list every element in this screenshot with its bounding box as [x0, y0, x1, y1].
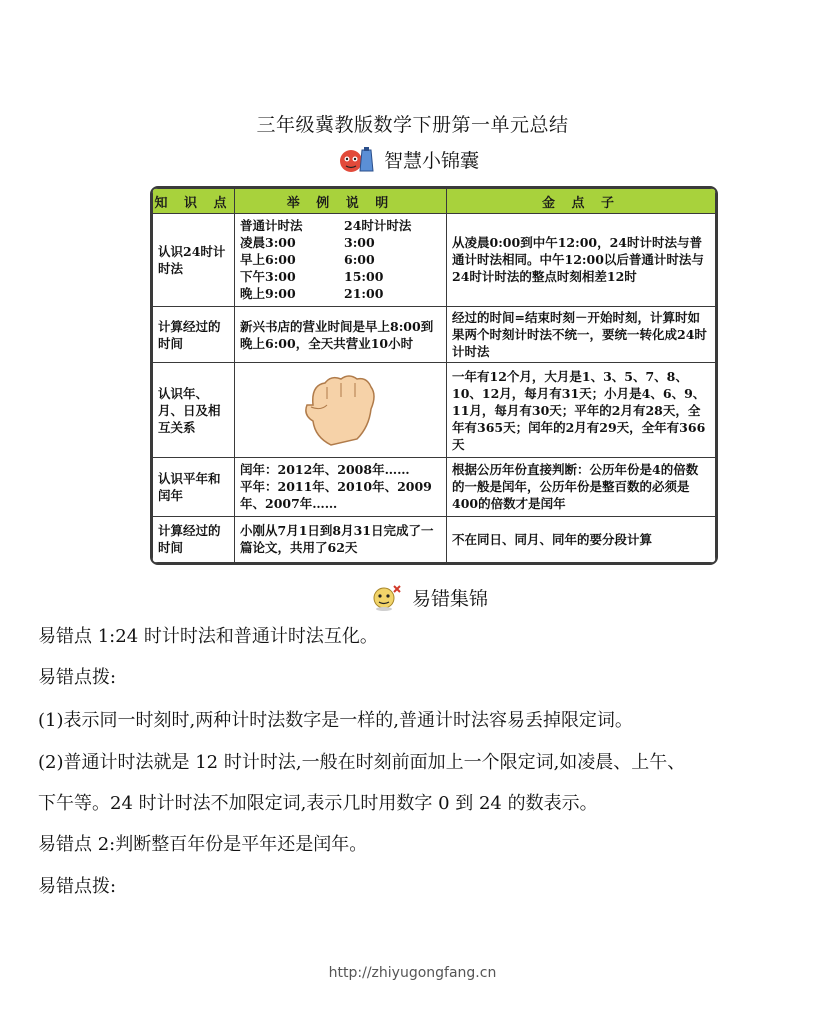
- section-heading-mistakes-label: 易错集锦: [412, 587, 489, 610]
- table-row: [153, 214, 716, 307]
- footer-url: http://zhiyugongfang.cn: [328, 965, 497, 981]
- header-topic: 知 识 点: [153, 189, 235, 214]
- mistake-point-2: 易错点 2:判断整百年份是平年还是闰年。: [38, 834, 368, 855]
- mistake-tip-1-item-2-cont: 下午等。24 时计时法不加限定词,表示几时用数字 0 到 24 的数表示。: [38, 793, 598, 814]
- mistake-tip-1-item-1: (1)表示同一时刻时,两种计时法数字是一样的,普通计时法容易丢掉限定词。: [38, 710, 633, 731]
- section-heading-tips: [338, 144, 479, 174]
- knowledge-table: [150, 186, 718, 565]
- common-year-line: 平年：2011年、2010年、2009年、2007年……: [240, 479, 432, 512]
- section-heading-tips-label: 智慧小锦囊: [384, 149, 480, 172]
- grid-cell: 6:00: [344, 252, 375, 268]
- row-tip: 从凌晨0:00到中午12:00，24时计时法与普通计时法相同。中午12:00以后普通计时法与24时计时法的整点时刻相差12时: [447, 214, 716, 307]
- row-topic: 计算经过的时间: [153, 306, 235, 362]
- row-tip: 一年有12个月，大月是1、3、5、7、8、10、12月，每月有31天；小月是4、6、9、11月，每月有30天；平年的2月有28天，全年有365天；闰年的2月有29天，全年有366天: [447, 363, 716, 458]
- grid-cell: 晚上9:00: [240, 286, 296, 302]
- table-row: [153, 363, 716, 458]
- row-example: 新兴书店的营业时间是早上8:00到晚上6:00，全天共营业10小时: [235, 306, 447, 362]
- table-row: [153, 516, 716, 562]
- grid-cell: 普通计时法: [240, 218, 303, 234]
- row-topic: 认识年、月、日及相互关系: [153, 363, 235, 458]
- table-row: [153, 458, 716, 517]
- table-row: [153, 306, 716, 362]
- timekeeping-grid: [240, 217, 441, 302]
- leap-year-line: 闰年：2012年、2008年……: [240, 462, 410, 478]
- mistake-tip-label-2: 易错点拨:: [38, 876, 117, 897]
- row-example: [235, 458, 447, 517]
- mistake-point-1: 易错点 1:24 时计时法和普通计时法互化。: [38, 626, 378, 647]
- row-tip: 经过的时间=结束时刻－开始时刻，计算时如果两个时刻计时法不统一，要统一转化成24时计时法: [447, 306, 716, 362]
- grid-cell: 3:00: [344, 235, 375, 251]
- header-example: 举 例 说 明: [235, 189, 447, 214]
- row-example: [235, 363, 447, 458]
- row-example: [235, 214, 447, 307]
- row-tip: 根据公历年份直接判断：公历年份是4的倍数的一般是闰年，公历年份是整百数的必须是400的倍数才是闰年: [447, 458, 716, 517]
- row-topic: 计算经过的时间: [153, 516, 235, 562]
- row-topic: 认识24时计时法: [153, 214, 235, 307]
- grid-cell: 凌晨3:00: [240, 235, 296, 251]
- row-example: 小刚从7月1日到8月31日完成了一篇论文，共用了62天: [235, 516, 447, 562]
- grid-cell: 24时计时法: [344, 218, 412, 234]
- grid-cell: 下午3:00: [240, 269, 296, 285]
- page-title: 三年级冀教版数学下册第一单元总结: [256, 114, 569, 136]
- table-header-row: [153, 189, 716, 214]
- mistake-tip-label-1: 易错点拨:: [38, 667, 117, 688]
- header-tip: 金 点 子: [447, 189, 716, 214]
- mistake-tip-1-item-2: (2)普通计时法就是 12 时计时法,一般在时刻前面加上一个限定词,如凌晨、上午、: [38, 752, 686, 773]
- grid-cell: 21:00: [344, 286, 384, 302]
- fist-month-counting-icon: [291, 365, 391, 451]
- brain-tip-icon: [338, 144, 376, 174]
- row-tip: 不在同日、同月、同年的要分段计算: [447, 516, 716, 562]
- grid-cell: 早上6:00: [240, 252, 296, 268]
- mistake-mascot-icon: [368, 582, 404, 612]
- grid-cell: 15:00: [344, 269, 384, 285]
- row-topic: 认识平年和闰年: [153, 458, 235, 517]
- section-heading-mistakes: [368, 582, 488, 612]
